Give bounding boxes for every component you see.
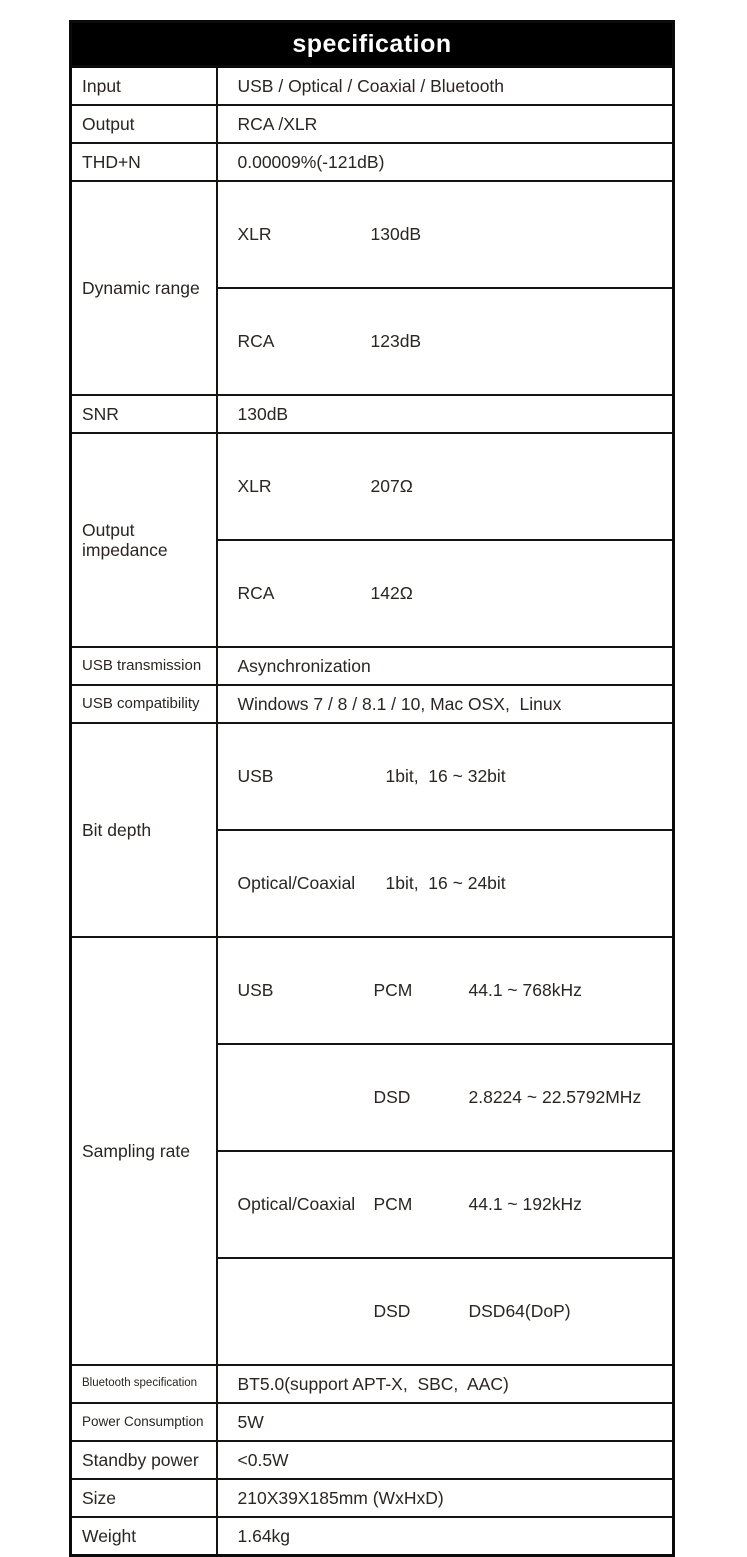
sub-source: USB	[237, 980, 274, 1000]
row-value: 1.64kg	[217, 1517, 674, 1556]
row-value: 210X39X185mm (WxHxD)	[217, 1479, 674, 1517]
sub-key: Optical/Coaxial	[237, 873, 356, 893]
row-value: <0.5W	[217, 1441, 674, 1479]
table-row-standby-power	[71, 1441, 674, 1479]
row-value: Windows 7 / 8 / 8.1 / 10, Mac OSX, Linux	[217, 685, 674, 723]
table-row-output	[71, 105, 674, 143]
table-row-usb-transmission	[71, 647, 674, 685]
row-label: Output	[71, 105, 217, 143]
sub-source: Optical/Coaxial	[237, 1194, 356, 1214]
row-label: Power Consumption	[71, 1403, 217, 1441]
sub-row	[238, 980, 667, 1001]
sub-format: PCM	[373, 980, 413, 1000]
row-value: RCA /XLR	[217, 105, 674, 143]
row-label: SNR	[71, 395, 217, 433]
row-label: Size	[71, 1479, 217, 1517]
row-label: USB compatibility	[71, 685, 217, 723]
sub-value: 2.8224 ~ 22.5792MHz	[468, 1087, 642, 1107]
row-value	[217, 937, 674, 1044]
row-value	[217, 1044, 674, 1151]
sub-value: 130dB	[370, 224, 422, 244]
specification-table	[69, 20, 675, 1557]
row-value: BT5.0(support APT-X, SBC, AAC)	[217, 1365, 674, 1403]
table-title: specification	[71, 22, 674, 67]
sub-row	[238, 331, 667, 352]
table-row-output-impedance	[71, 433, 674, 540]
sub-value: DSD64(DoP)	[468, 1301, 571, 1321]
sub-key: RCA	[237, 583, 275, 603]
sub-row	[238, 1194, 667, 1215]
table-row-bluetooth	[71, 1365, 674, 1403]
sub-value: 207Ω	[370, 476, 413, 496]
sub-key: RCA	[237, 331, 275, 351]
sub-format: DSD	[373, 1087, 411, 1107]
table-row-weight	[71, 1517, 674, 1556]
sub-value: 1bit, 16 ~ 32bit	[385, 766, 506, 786]
row-value: 0.00009%(-121dB)	[217, 143, 674, 181]
sub-row	[238, 476, 667, 497]
sub-value: 142Ω	[370, 583, 413, 603]
row-value: USB / Optical / Coaxial / Bluetooth	[217, 67, 674, 106]
sub-value: 1bit, 16 ~ 24bit	[385, 873, 506, 893]
row-label: Standby power	[71, 1441, 217, 1479]
sub-key: USB	[237, 766, 274, 786]
sub-row	[238, 766, 667, 787]
row-value: 5W	[217, 1403, 674, 1441]
table-row-usb-compatibility	[71, 685, 674, 723]
table-row-thdn	[71, 143, 674, 181]
row-value: Asynchronization	[217, 647, 674, 685]
row-label: Weight	[71, 1517, 217, 1556]
sub-row	[238, 583, 667, 604]
row-value	[217, 723, 674, 830]
sub-key: XLR	[237, 476, 272, 496]
row-value	[217, 433, 674, 540]
sub-key: XLR	[237, 224, 272, 244]
row-value: 130dB	[217, 395, 674, 433]
row-value	[217, 540, 674, 647]
table-row-sampling-rate	[71, 937, 674, 1044]
row-value	[217, 830, 674, 937]
row-label: THD+N	[71, 143, 217, 181]
table-header-row	[71, 22, 674, 67]
row-label: Bit depth	[71, 723, 217, 937]
sub-row	[238, 224, 667, 245]
row-value	[217, 288, 674, 395]
sub-format: DSD	[373, 1301, 411, 1321]
row-label: Dynamic range	[71, 181, 217, 395]
sub-row	[238, 873, 667, 894]
row-label: Output impedance	[71, 433, 217, 647]
row-value	[217, 1258, 674, 1365]
sub-row	[238, 1301, 667, 1322]
row-label: USB transmission	[71, 647, 217, 685]
sub-value: 44.1 ~ 768kHz	[468, 980, 582, 1000]
sub-value: 44.1 ~ 192kHz	[468, 1194, 582, 1214]
sub-row	[238, 1087, 667, 1108]
row-label: Sampling rate	[71, 937, 217, 1365]
table-row-size	[71, 1479, 674, 1517]
row-value	[217, 181, 674, 288]
table-row-input	[71, 67, 674, 106]
sub-value: 123dB	[370, 331, 422, 351]
table-row-bit-depth	[71, 723, 674, 830]
row-label: Bluetooth specification	[71, 1365, 217, 1403]
table-row-snr	[71, 395, 674, 433]
table-row-dynamic-range	[71, 181, 674, 288]
row-value	[217, 1151, 674, 1258]
sub-format: PCM	[373, 1194, 413, 1214]
spec-sheet	[69, 20, 675, 1557]
table-row-power-consumption	[71, 1403, 674, 1441]
row-label: Input	[71, 67, 217, 106]
